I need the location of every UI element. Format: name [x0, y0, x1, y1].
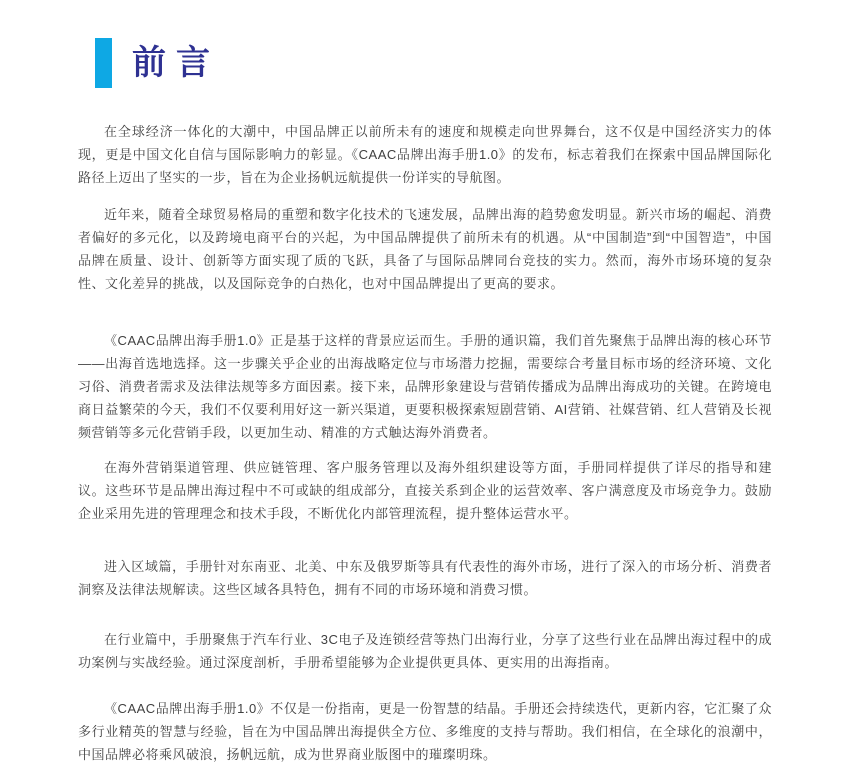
preface-paragraph-5: 进入区域篇，手册针对东南亚、北美、中东及俄罗斯等具有代表性的海外市场，进行了深入的市场分析、消费者洞察及法律法规解读。这些区域各具特色，拥有不同的市场环境和消费习惯。: [78, 559, 772, 597]
preface-paragraph-2: 近年来，随着全球贸易格局的重塑和数字化技术的飞速发展，品牌出海的趋势愈发明显。新兴市场的崛起、消费者偏好的多元化，以及跨境电商平台的兴起，为中国品牌提供了前所未有的机遇。从“中国制造”到“中国智造”，中国品牌在质量、设计、创新等方面实现了质的飞跃，具备了与国际品牌同台竞技的实力。然而，海外市场环境的复杂性、文化差异的挑战，以及国际竞争的白热化，也对中国品牌提出了更高的要求。: [78, 207, 772, 291]
preface-paragraph-4: 在海外营销渠道管理、供应链管理、客户服务管理以及海外组织建设等方面，手册同样提供了详尽的指导和建议。这些环节是品牌出海过程中不可或缺的组成部分，直接关系到企业的运营效率、客户满意度及市场竞争力。鼓励企业采用先进的管理理念和技术手段，不断优化内部管理流程，提升整体运营水平。: [78, 460, 772, 521]
preface-content: [78, 120, 772, 766]
preface-paragraph-6: 在行业篇中，手册聚焦于汽车行业、3C电子及连锁经营等热门出海行业，分享了这些行业在品牌出海过程中的成功案例与实战经验。通过深度剖析，手册希望能够为企业提供更具体、更实用的出海指南。: [78, 632, 772, 670]
preface-paragraph-7: 《CAAC品牌出海手册1.0》不仅是一份指南，更是一份智慧的结晶。手册还会持续迭代，更新内容，它汇聚了众多行业精英的智慧与经验，旨在为中国品牌出海提供全方位、多维度的支持与帮助。我们相信，在全球化的浪潮中，中国品牌必将乘风破浪，扬帆远航，成为世界商业版图中的璀璨明珠。: [78, 701, 772, 762]
preface-paragraph-1: 在全球经济一体化的大潮中，中国品牌正以前所未有的速度和规模走向世界舞台，这不仅是中国经济实力的体现，更是中国文化自信与国际影响力的彰显。《CAAC品牌出海手册1.0》的发布，标志着我们在探索中国品牌国际化路径上迈出了坚实的一步，旨在为企业扬帆远航提供一份详实的导航图。: [78, 124, 772, 185]
section-header: [95, 38, 220, 88]
page-title: 前言: [132, 44, 220, 82]
preface-paragraph-3: 《CAAC品牌出海手册1.0》正是基于这样的背景应运而生。手册的通识篇，我们首先聚焦于品牌出海的核心环节——出海首选地选择。这一步骤关乎企业的出海战略定位与市场潜力挖掘，需要综合考量目标市场的经济环境、文化习俗、消费者需求及法律法规等多方面因素。接下来，品牌形象建设与营销传播成为品牌出海成功的关键。在跨境电商日益繁荣的今天，我们不仅要利用好这一新兴渠道，更要积极探索短剧营销、AI营销、社媒营销、红人营销及长视频营销等多元化营销手段，以更加生动、精准的方式触达海外消费者。: [78, 333, 772, 440]
title-accent-bar: [95, 38, 112, 88]
